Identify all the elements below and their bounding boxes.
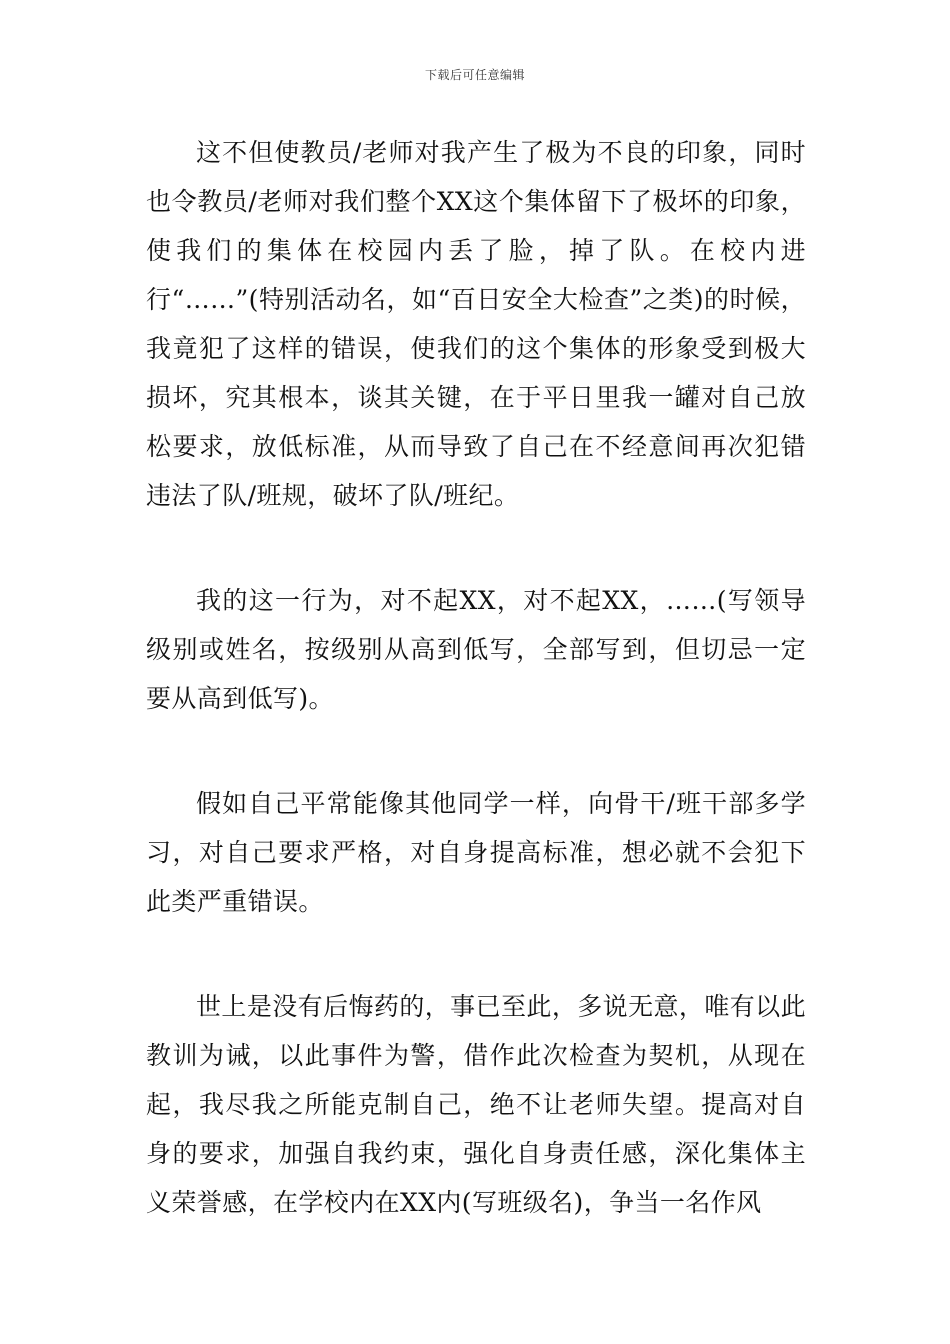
page-header: 下载后可任意编辑 [424, 68, 525, 82]
paragraph-2: 我的这一行为，对不起XX，对不起XX，……(写领导级别或姓名，按级别从高到低写，全部写到，但切忌一定要从高到低写)。 [146, 586, 806, 713]
paragraph-4: 世上是没有后悔药的，事已至此，多说无意，唯有以此教训为诫，以此事件为警，借作此次检查为契机，从现在起，我尽我之所能克制自己，绝不让老师失望。提高对自身的要求，加强自我约束，强化自身责任感，深化集体主义荣誉感，在学校内在XX内(写班级名)，争当一名作风 [146, 992, 806, 1217]
paragraph-1: 这不但使教员/老师对我产生了极为不良的印象，同时也令教员/老师对我们整个XX这个集体留下了极坏的印象，使我们的集体在校园内丢了脸，掉了队。在校内进行“……”(特别活动名，如“百日安全大检查”之类)的时候，我竟犯了这样的错误，使我们的这个集体的形象受到极大损坏，究其根本，谈其关键，在于平日里我一罐对自己放松要求，放低标准，从而导致了自己在不经意间再次犯错违法了队/班规，破坏了队/班纪。 [146, 138, 806, 510]
paragraph-3: 假如自己平常能像其他同学一样，向骨干/班干部多学习，对自己要求严格，对自身提高标准，想必就不会犯下此类严重错误。 [146, 789, 806, 916]
document-body [146, 128, 806, 1283]
